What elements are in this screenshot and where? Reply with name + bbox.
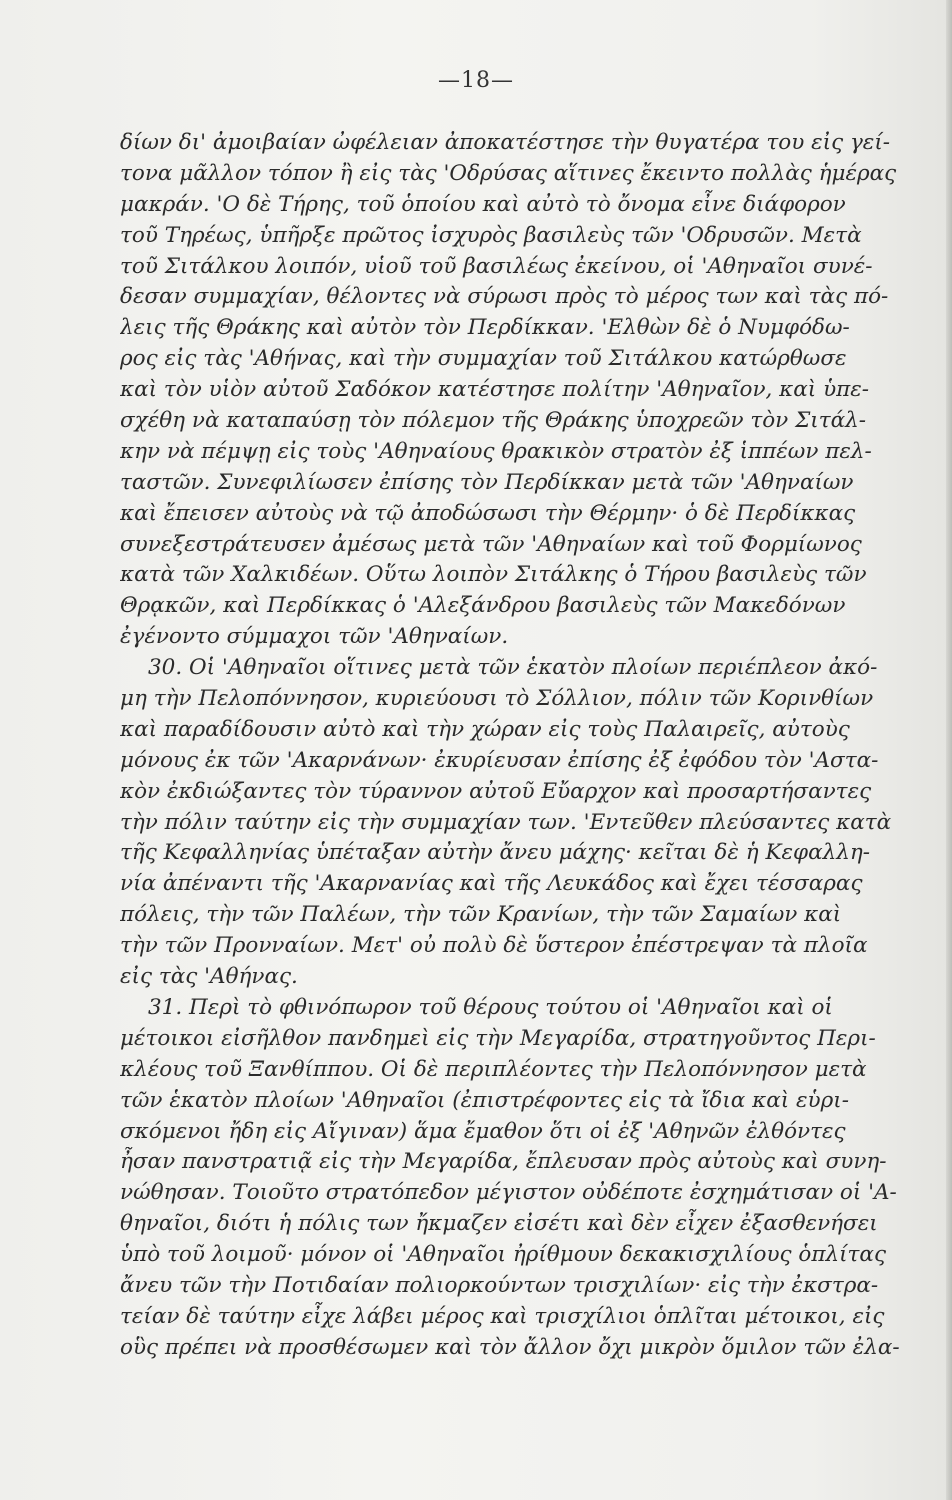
text-line: καὶ παραδίδουσιν αὐτὸ καὶ τὴν χώραν εἰς τοὺς Παλαιρεῖς, αὐτοὺς (120, 716, 850, 742)
page-number: —18— (438, 68, 514, 93)
text-line: τὴν πόλιν ταύτην εἰς τὴν συμμαχίαν των. 'Εντεῦθεν πλεύσαντες κατὰ (120, 809, 892, 835)
text-line: οὓς πρέπει νὰ προσθέσωμεν καὶ τὸν ἄλλον ὄχι μικρὸν ὅμιλον τῶν ἐλα- (120, 1334, 900, 1360)
text-line: θηναῖοι, διότι ἡ πόλις των ἤκμαζεν εἰσέτι καὶ δὲν εἶχεν ἐξασθενήσει (120, 1211, 878, 1237)
text-line: σκόμενοι ἤδη εἰς Αἴγιναν) ἅμα ἔμαθον ὅτι οἱ ἐξ 'Αθηνῶν ἐλθόντες (120, 1118, 846, 1144)
text-line: κὸν ἐκδιώξαντες τὸν τύραννον αὐτοῦ Εὔαρχον καὶ προσαρτήσαντες (120, 778, 872, 804)
text-line: εἰς τὰς 'Αθήνας. (120, 964, 298, 990)
text-line: μη τὴν Πελοπόννησον, κυριεύουσι τὸ Σόλλιον, πόλιν τῶν Κορινθίων (120, 686, 874, 712)
text-line: σχέθη νὰ καταπαύσῃ τὸν πόλεμον τῆς Θράκης ὑποχρεῶν τὸν Σιτάλ- (120, 408, 867, 434)
text-line: τοῦ Σιτάλκου λοιπόν, υἱοῦ τοῦ βασιλέως ἐκείνου, οἱ 'Αθηναῖοι συνέ- (120, 253, 873, 279)
text-line: τῶν ἑκατὸν πλοίων 'Αθηναῖοι (ἐπιστρέφοντες εἰς τὰ ἴδια καὶ εὑρι- (120, 1087, 849, 1113)
text-line: λεις τῆς Θράκης καὶ αὐτὸν τὸν Περδίκκαν. 'Ελθὼν δὲ ὁ Νυμφόδω- (120, 315, 850, 341)
text-line: τοῦ Τηρέως, ὑπῆρξε πρῶτος ἰσχυρὸς βασιλεὺς τῶν 'Οδρυσῶν. Μετὰ (120, 222, 862, 248)
text-line: τονα μᾶλλον τόπον ἢ εἰς τὰς 'Οδρύσας αἵτινες ἔκειντο πολλὰς ἡμέρας (120, 160, 897, 186)
text-line: ταστῶν. Συνεφιλίωσεν ἐπίσης τὸν Περδίκκαν μετὰ τῶν 'Αθηναίων (120, 469, 854, 495)
text-line: ρος εἰς τὰς 'Αθήνας, καὶ τὴν συμμαχίαν τοῦ Σιτάλκου κατώρθωσε (120, 346, 847, 372)
text-line: δεσαν συμμαχίαν, θέλοντες νὰ σύρωσι πρὸς τὸ μέρος των καὶ τὰς πό- (120, 284, 889, 310)
text-line: καὶ τὸν υἱὸν αὐτοῦ Σαδόκον κατέστησε πολίτην 'Αθηναῖον, καὶ ὑπε- (120, 377, 870, 403)
text-line: τῆς Κεφαλληνίας ὑπέταξαν αὐτὴν ἄνευ μάχης· κεῖται δὲ ἡ Κεφαλλη- (120, 840, 871, 866)
text-line: κλέους τοῦ Ξανθίππου. Οἱ δὲ περιπλέοντες τὴν Πελοπόννησον μετὰ (120, 1056, 867, 1082)
text-line: ἄνευ τῶν τὴν Ποτιδαίαν πολιορκούντων τρισχιλίων· εἰς τὴν ἐκστρα- (120, 1272, 879, 1298)
text-line: τείαν δὲ ταύτην εἶχε λάβει μέρος καὶ τρισχίλιοι ὁπλῖται μέτοικοι, εἰς (120, 1303, 885, 1329)
text-line: συνεξεστράτευσεν ἀμέσως μετὰ τῶν 'Αθηναίων καὶ τοῦ Φορμίωνος (120, 531, 862, 557)
text-line: Θρᾳκῶν, καὶ Περδίκκας ὁ 'Αλεξάνδρου βασιλεὺς τῶν Μακεδόνων (120, 593, 846, 619)
text-line: νία ἀπέναντι τῆς 'Ακαρνανίας καὶ τῆς Λευκάδος καὶ ἔχει τέσσαρας (120, 871, 863, 897)
text-line: 31. Περὶ τὸ φθινόπωρον τοῦ θέρους τούτου οἱ 'Αθηναῖοι καὶ οἱ (148, 994, 833, 1020)
text-line: μέτοικοι εἰσῆλθον πανδημεὶ εἰς τὴν Μεγαρίδα, στρατηγοῦντος Περι- (120, 1025, 876, 1051)
text-line: πόλεις, τὴν τῶν Παλέων, τὴν τῶν Κρανίων, τὴν τῶν Σαμαίων καὶ (120, 902, 842, 928)
text-line: μόνους ἐκ τῶν 'Ακαρνάνων· ἐκυρίευσαν ἐπίσης ἐξ ἐφόδου τὸν 'Αστα- (120, 747, 879, 773)
text-line: ἦσαν πανστρατιᾷ εἰς τὴν Μεγαρίδα, ἔπλευσαν πρὸς αὐτοὺς καὶ συνη- (120, 1149, 887, 1175)
text-line: νώθησαν. Τοιοῦτο στρατόπεδον μέγιστον οὐδέποτε ἐσχημάτισαν οἱ 'Α- (120, 1180, 897, 1206)
text-line: μακράν. 'Ο δὲ Τήρης, τοῦ ὁποίου καὶ αὐτὸ τὸ ὄνομα εἶνε διάφορον (120, 191, 846, 217)
text-line: κην νὰ πέμψῃ εἰς τοὺς 'Αθηναίους θρακικὸν στρατὸν ἐξ ἱππέων πελ- (120, 438, 872, 464)
text-line: δίων δι' ἀμοιβαίαν ὠφέλειαν ἀποκατέστησε τὴν θυγατέρα του εἰς γεί- (120, 130, 891, 155)
text-line: ὑπὸ τοῦ λοιμοῦ· μόνον οἱ 'Αθηναῖοι ἠρίθμουν δεκακισχιλίους ὁπλίτας (120, 1242, 886, 1268)
text-line: τὴν τῶν Προνναίων. Μετ' οὐ πολὺ δὲ ὕστερον ἐπέστρεψαν τὰ πλοῖα (120, 933, 868, 959)
text-line: ἐγένοντο σύμμαχοι τῶν 'Αθηναίων. (120, 624, 509, 650)
body-text (120, 128, 938, 1364)
text-line: καὶ ἔπεισεν αὐτοὺς νὰ τῷ ἀποδώσωσι τὴν Θέρμην· ὁ δὲ Περδίκκας (120, 500, 856, 526)
text-line: κατὰ τῶν Χαλκιδέων. Οὕτω λοιπὸν Σιτάλκης ὁ Τήρου βασιλεὺς τῶν (120, 562, 867, 588)
text-line: 30. Οἱ 'Αθηναῖοι οἵτινες μετὰ τῶν ἑκατὸν πλοίων περιέπλεον ἀκό- (148, 655, 878, 681)
page-edge (946, 0, 952, 1500)
